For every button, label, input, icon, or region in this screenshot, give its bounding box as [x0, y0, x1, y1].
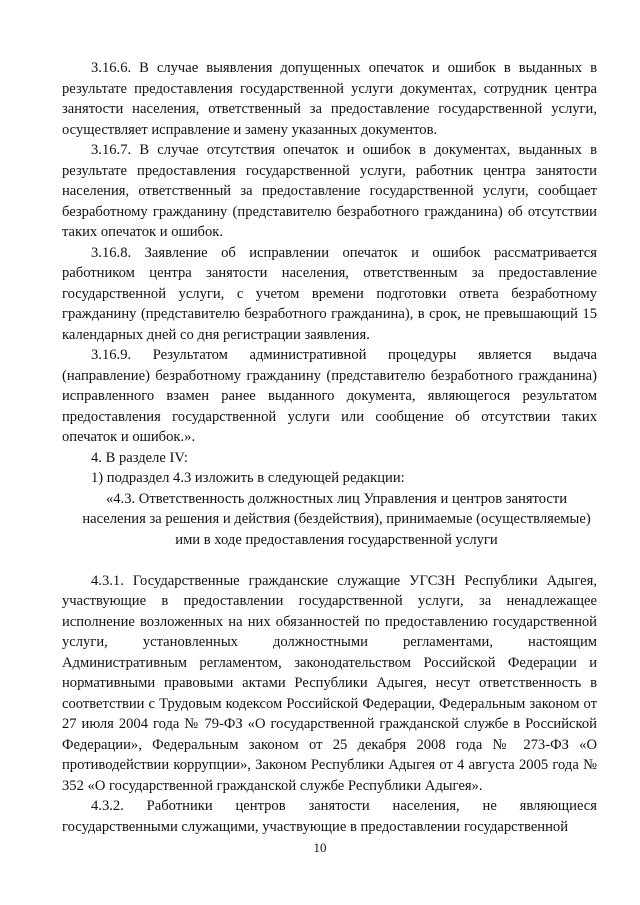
document-page [62, 58, 597, 837]
paragraph-4-3-1: 4.3.1. Государственные гражданские служащие УГСЗН Республики Адыгея, участвующие в предоставлении государственной услуги, за ненадлежащее исполнение возложенных на них обязанностей по предоставлению государственной услуги, установленных должностными регламентами, настоящим Административным регламентом, законодательством Российской Федерации и нормативными правовыми актами Республики Адыгея, несут ответственность в соответствии с Трудовым кодексом Российской Федерации, Федеральным законом от 27 июля 2004 года № 79-ФЗ «О государственной гражданской службе в Российской Федерации», Федеральным законом от 25 декабря 2008 года № 273-ФЗ «О противодействии коррупции», Законом Республики Адыгея от 4 августа 2005 года № 352 «О государственной гражданской службе Республики Адыгея». [62, 572, 597, 794]
paragraph-3-16-9: 3.16.9. Результатом административной процедуры является выдача (направление) безработному гражданину (представителю безработного гражданина) исправленного взамен ранее выданного документа, являющегося результатом предоставления государственной услуги или сообщение об отсутствии таких опечаток и ошибок.». [62, 347, 597, 445]
paragraph-4-3-2: 4.3.2. Работники центров занятости населения, не являющиеся государственными служащими, участвующие в предоставлении государственной [62, 798, 597, 835]
section-title-4-3: «4.3. Ответственность должностных лиц Управления и центров занятости населения за решения и действия (бездействия), принимаемые (осуществляемые) ими в ходе предоставления государственной услуги [82, 490, 591, 548]
page-number: 10 [313, 840, 327, 855]
paragraph-3-16-8: 3.16.8. Заявление об исправлении опечаток и ошибок рассматривается работником центра занятости населения, ответственным за предоставление государственной услуги, с учетом времени подготовки ответа безработному гражданину (представителю безработного гражданина), в срок, не превышающий 15 календарных дней со дня регистрации заявления. [62, 244, 597, 343]
paragraph-3-16-7: 3.16.7. В случае отсутствия опечаток и ошибок в документах, выданных в результате предоставления государственной услуги, работник центра занятости населения, ответственный за предоставление государственной услуги, сообщает безработному гражданину (представителю безработного гражданина) об отсутствии таких опечаток и ошибок. [62, 142, 597, 240]
paragraph-4: 4. В разделе IV: [91, 449, 188, 466]
paragraph-4-1: 1) подраздел 4.3 изложить в следующей редакции: [91, 470, 405, 486]
paragraph-3-16-6: 3.16.6. В случае выявления допущенных опечаток и ошибок в выданных в результате предоставления государственной услуги документах, сотрудник центра занятости населения, ответственный за предоставление государственной услуги, осуществляет исправление и замену указанных документов. [62, 60, 597, 138]
